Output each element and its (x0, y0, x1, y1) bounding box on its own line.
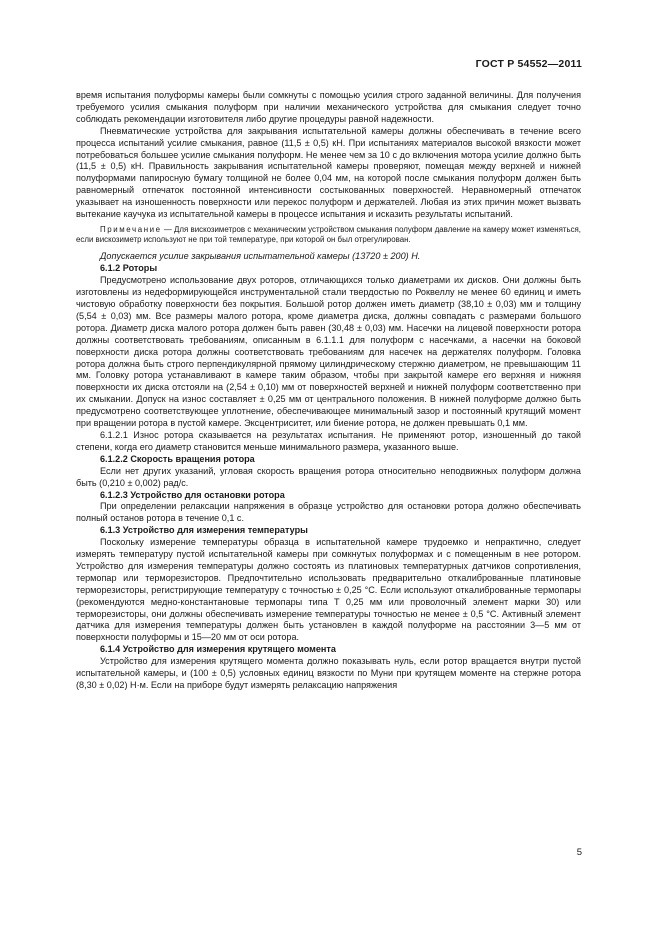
paragraph-torque: Устройство для измерения крутящего момента должно показывать нуль, если ротор вращается внутри пустой испытательной камеры, и (100 ± 0,5) условных единиц вязкости по Муни при крутящем моменте на стержне ротора (8,30 ± 0,02) Н·м. Если на приборе будут измерять релаксацию напряжения (76, 656, 581, 690)
section-heading-rotation-speed: 6.1.2.2 Скорость вращения ротора (100, 453, 255, 464)
paragraph-temperature: Поскольку измерение температуры образца в испытательной камере трудоемко и непрактично, следует измерять температуру пустой испытательной камеры при сомкнутых полуформах и с помещенным в нее ротором. Устройство для измерения температуры должно состоять из платиновых температурных датчиков сопротивления, термопар или терморезисторов. Предпочтительно использовать предварительно откалиброванные платиновые терморезисторы, регистрирующие температуру с точностью ± 0,25 °С. Если используют откалиброванные термопары (рекомендуются медно-константановые термопары типа Т 0,25 мм или проволочный элемент марки 30) или терморезисторы, они должны обеспечивать измерение температуры точностью не менее ± 0,5 °С. Активный элемент датчика для измерения температуры должен быть установлен в каждой полуформе на расстоянии 3—5 мм от поверхности полуформы и 15—20 мм от оси ротора. (76, 537, 581, 643)
paragraph-rotation-speed: Если нет других указаний, угловая скорость вращения ротора относительно неподвижных полуформ должна быть (0,210 ± 0,002) рад/с. (76, 465, 581, 488)
section-heading-temperature: 6.1.3 Устройство для измерения температуры (100, 525, 308, 536)
section-heading-torque: 6.1.4 Устройство для измерения крутящего момента (100, 644, 336, 655)
section-heading-rotor-stop: 6.1.2.3 Устройство для остановки ротора (100, 489, 285, 500)
page-number: 5 (576, 847, 582, 858)
section-heading-rotors: 6.1.2 Роторы (100, 263, 158, 274)
paragraph-pneumatic-devices: Пневматические устройства для закрывания испытательной камеры должны обеспечивать в течение всего процесса испытаний усилие смыкания, равное (11,5 ± 0,5) кН. При испытаниях материалов высокой вязкости может потребоваться большее усилие смыкания полуформ. Не менее чем за 10 с до включения мотора усилие должно быть (11,5 ± 0,5) кН. Правильность закрывания испытательной камеры проверяют, помещая между верхней и нижней полуформами папиросную бумагу толщиной не более 0,04 мм, на которой после смыкания полуформ должен быть равномерный отпечаток постоянной интенсивности состыкованных поверхностей. Неравномерный отпечаток указывает на изношенность поверхности или перекос полуформ и держателей. Любая из этих причин может вызвать вытекание каучука из испытательной камеры в процессе испытания и исказить результаты испытаний. (76, 125, 581, 220)
italic-paragraph-allowance: Допускается усилие закрывания испытательной камеры (13720 ± 200) Н. (100, 251, 421, 262)
paragraph-continuation: время испытания полуформы камеры были сомкнуты с помощью усилия строго заданной величины. Для получения требуемого усилия смыкания полуформ при наличии механического устройства для смыкания следует точно соблюдать рекомендации изготовителя либо другие процедуры равной надежности. (76, 90, 581, 124)
note-text: — Для вискозиметров с механическим устройством смыкания полуформ давление на камеру может изменяться, если вискозиметр используют не при той температуре, при которой он был отрегулирован. (76, 224, 581, 245)
standard-header: ГОСТ Р 54552—2011 (475, 58, 582, 70)
document-body (76, 90, 581, 692)
paragraph-rotor-stop: При определении релаксации напряжения в образце устройство для остановки ротора должно обеспечивать полный останов ротора в течение 0,1 с. (76, 501, 581, 524)
paragraph-rotors: Предусмотрено использование двух роторов, отличающихся только диаметрами их дисков. Они должны быть изготовлены из недеформирующейся инструментальной стали твердостью по Роквеллу не менее 60 единиц и иметь чистовую обработку поверхности без покрытия. Большой ротор должен иметь диаметр (38,10 ± 0,03) мм и толщину (5,54 ± 0,03) мм. Все размеры малого ротора, кроме диаметра диска, должны совпадать с размерами большого ротора. Диаметр диска малого ротора должен быть равен (30,48 ± 0,03) мм. Насечки на лицевой поверхности ротора должны соответствовать требованиям, описанным в 6.1.1.1 для полуформ с насечками, а насечки на боковой поверхности диска ротора должны соответствовать требованиям для насечек на держателях полуформ. Головка ротора должна быть строго перпендикулярной прямому цилиндрическому стержню диаметром, не превышающим 11 мм. Головку ротора устанавливают в камере таким образом, чтобы при закрытой камере его верхняя и нижняя поверхности их диска отстояли на (2,54 ± 0,10) мм от поверхностей верхней и нижней полуформ соответственно при их смыкании. Допуск на износ составляет ± 0,25 мм от центрального положения. В нижней полуформе должно быть предусмотрено соответствующее уплотнение, обеспечивающее минимальный зазор и постоянный крутящий момент при вращении ротора в пустой камере. Эксцентриситет, или биение ротора, не должен превышать 0,1 мм. (76, 275, 581, 429)
note (76, 225, 581, 245)
paragraph-rotor-wear: 6.1.2.1 Износ ротора сказывается на результатах испытания. Не применяют ротор, изношенный до такой степени, когда его диаметр становится меньше минимального размера, указанного выше. (76, 429, 581, 452)
note-label: Примечание (100, 224, 162, 234)
